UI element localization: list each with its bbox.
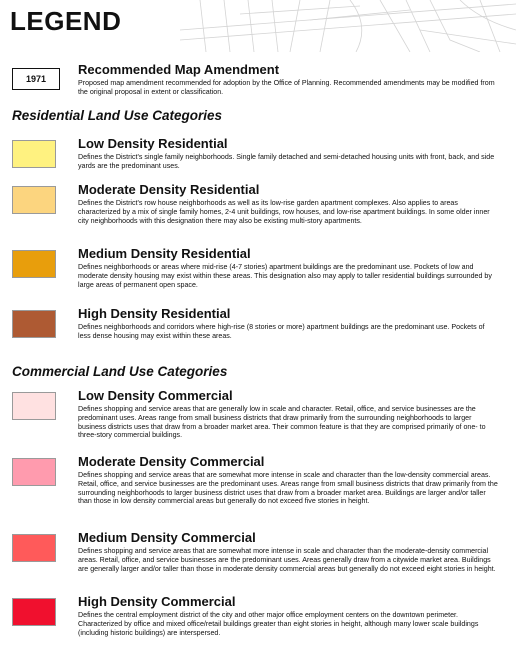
category-desc: Defines shopping and service areas that are generally low in scale and character. Retail, office, and service businesses are the predominant uses. Areas range from small business districts that draw primarily from the surrounding neighborhoods to larger business districts uses that draw from a broader market area. Their common feature is that they are comprised primarily of one- to three-story commercial buildings. — [78, 405, 486, 440]
entry-high-density-residential — [78, 306, 498, 341]
swatch-low-density-residential — [12, 140, 56, 168]
category-desc: Defines the central employment district of the city and other major office employment centers on the downtown perimeter. Characterized by office and mixed office/retail buildings greater than eight stories in height, although many lower scale buildings (including historic buildings) are interspersed. — [78, 611, 479, 637]
residential-heading: Residential Land Use Categories — [12, 108, 223, 123]
entry-low-density-commercial — [78, 388, 498, 440]
entry-moderate-density-residential — [78, 182, 498, 225]
category-desc: Defines shopping and service areas that are somewhat more intense in scale and character than the moderate-density commercial areas. Retail, office, and service businesses are the predominant uses. Areas generally draw from a citywide market area. Buildings are generally larger and/or taller than those in moderate density commercial areas but generally do not exceed eight stories in height. — [78, 547, 496, 573]
category-desc: Defines neighborhoods or areas where mid-rise (4-7 stories) apartment buildings are the predominant use. Pockets of low and moderate density housing may exist within these areas. This designation also may apply to taller residential buildings surrounded by large areas of permanent open space. — [78, 263, 492, 289]
category-name: Moderate Density Residential — [78, 182, 260, 197]
swatch-high-density-residential — [12, 310, 56, 338]
category-name: Low Density Residential — [78, 136, 228, 151]
swatch-low-density-commercial — [12, 392, 56, 420]
amendment-desc: Proposed map amendment recommended for adoption by the Office of Planning. Recommended amendments may be modified from the original proposal in extent or classification. — [78, 79, 495, 96]
amendment-name: Recommended Map Amendment — [78, 62, 280, 77]
entry-high-density-commercial — [78, 594, 498, 637]
category-name: High Density Residential — [78, 306, 231, 321]
swatch-moderate-density-residential — [12, 186, 56, 214]
swatch-high-density-commercial — [12, 598, 56, 626]
category-name: High Density Commercial — [78, 594, 236, 609]
entry-low-density-residential — [78, 136, 498, 171]
entry-medium-density-residential — [78, 246, 498, 289]
legend-title: LEGEND — [10, 6, 122, 36]
street-map-decoration — [180, 0, 516, 52]
entry-medium-density-commercial — [78, 530, 498, 573]
category-desc: Defines the District's single family neighborhoods. Single family detached and semi-detached housing units with front, back, and side yards are the predominant uses. — [78, 153, 495, 170]
amendment-badge: 1971 — [12, 68, 60, 90]
category-name: Low Density Commercial — [78, 388, 233, 403]
commercial-heading: Commercial Land Use Categories — [12, 364, 228, 379]
category-name: Moderate Density Commercial — [78, 454, 265, 469]
category-name: Medium Density Commercial — [78, 530, 256, 545]
category-desc: Defines shopping and service areas that are somewhat more intense in scale and character than the low-density commercial areas. Retail, office, and service businesses are the predominant uses. Areas range from small business districts that draw primarily from the surrounding neighborhoods to larger business district uses that draw from a broader market area. Buildings are larger and/or taller than those in low density commercial areas but generally do not exceed five stories in height. — [78, 471, 498, 506]
swatch-moderate-density-commercial — [12, 458, 56, 486]
category-desc: Defines neighborhoods and corridors where high-rise (8 stories or more) apartment buildings are the predominant use. Pockets of less dense housing may exist within these areas. — [78, 323, 485, 340]
entry-moderate-density-commercial — [78, 454, 498, 506]
swatch-medium-density-residential — [12, 250, 56, 278]
amendment-entry — [78, 62, 498, 97]
category-name: Medium Density Residential — [78, 246, 251, 261]
swatch-medium-density-commercial — [12, 534, 56, 562]
category-desc: Defines the District's row house neighborhoods as well as its low-rise garden apartment complexes. Also applies to areas characterized by a mix of single family homes, 2-4 unit buildings, row houses, and low-rise apartment buildings. In some older inner city neighborhoods with this designation there may also be existing multi-story apartments. — [78, 199, 490, 225]
